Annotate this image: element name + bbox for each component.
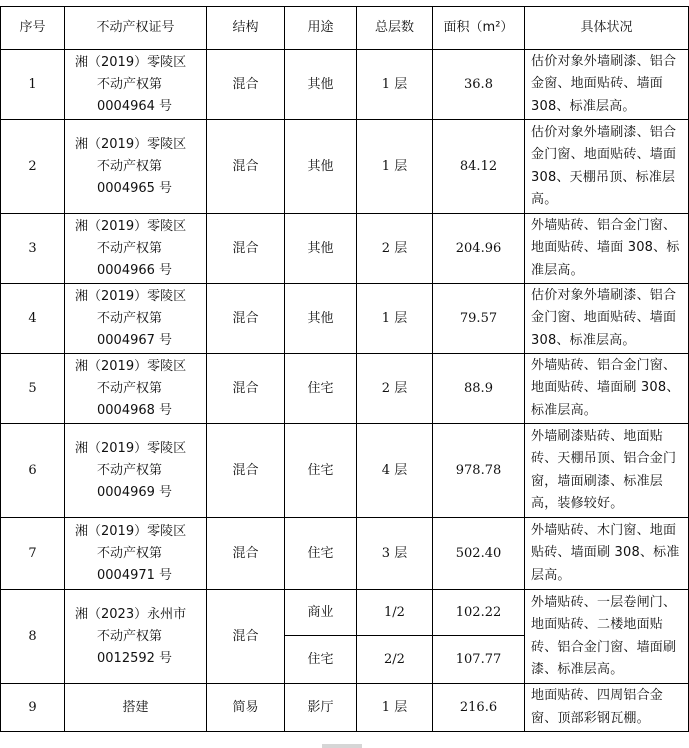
cert-cell bbox=[65, 50, 207, 120]
detail-cell: 估价对象外墙刷漆、铝合金门窗、地面贴砖、墙面 308、天棚吊顶、标准层高。 bbox=[525, 120, 689, 214]
floors-cell: 2 层 bbox=[357, 354, 433, 424]
table-row bbox=[1, 590, 689, 636]
header-structure: 结构 bbox=[207, 7, 285, 50]
table-row bbox=[1, 354, 689, 424]
header-detail: 具体状况 bbox=[525, 7, 689, 50]
structure-cell: 混合 bbox=[207, 354, 285, 424]
property-table bbox=[0, 6, 689, 732]
structure-cell: 混合 bbox=[207, 50, 285, 120]
cert-cell bbox=[65, 424, 207, 518]
area-cell: 107.77 bbox=[433, 636, 525, 684]
cert-line: 不动产权第 bbox=[97, 310, 163, 326]
use-cell: 商业 bbox=[285, 590, 357, 636]
cert-cell bbox=[65, 518, 207, 590]
cert-line: 湘（2019）零陵区 bbox=[75, 136, 187, 152]
cert-line: 0004967 号 bbox=[97, 332, 173, 348]
row-no: 9 bbox=[1, 684, 65, 732]
floors-cell: 2 层 bbox=[357, 214, 433, 284]
row-no: 2 bbox=[1, 120, 65, 214]
structure-cell: 混合 bbox=[207, 518, 285, 590]
cert-line: 不动产权第 bbox=[97, 462, 163, 478]
row-no: 5 bbox=[1, 354, 65, 424]
structure-cell: 混合 bbox=[207, 424, 285, 518]
use-cell: 其他 bbox=[285, 284, 357, 354]
use-cell: 住宅 bbox=[285, 424, 357, 518]
detail-cell: 外墙刷漆贴砖、地面贴砖、天棚吊顶、铝合金门窗，墙面刷漆、标准层高，装修较好。 bbox=[525, 424, 689, 518]
header-floors: 总层数 bbox=[357, 7, 433, 50]
floors-cell: 1 层 bbox=[357, 120, 433, 214]
floors-cell: 1/2 bbox=[357, 590, 433, 636]
table-row bbox=[1, 518, 689, 590]
area-cell: 204.96 bbox=[433, 214, 525, 284]
detail-cell: 估价对象外墙刷漆、铝合金窗、地面贴砖、墙面 308、标准层高。 bbox=[525, 50, 689, 120]
cert-cell bbox=[65, 284, 207, 354]
cert-line: 0004965 号 bbox=[97, 180, 173, 196]
floors-cell: 1 层 bbox=[357, 684, 433, 732]
row-no: 4 bbox=[1, 284, 65, 354]
structure-cell: 混合 bbox=[207, 590, 285, 684]
cert-line: 不动产权第 bbox=[97, 380, 163, 396]
structure-cell: 简易 bbox=[207, 684, 285, 732]
header-row bbox=[1, 7, 689, 50]
area-cell: 102.22 bbox=[433, 590, 525, 636]
cert-line: 湘（2019）零陵区 bbox=[75, 440, 187, 456]
cert-line: 不动产权第 bbox=[97, 240, 163, 256]
cert-line: 湘（2019）零陵区 bbox=[75, 54, 187, 70]
detail-cell: 地面贴砖、四周铝合金窗、顶部彩钢瓦棚。 bbox=[525, 684, 689, 732]
cert-cell: 搭建 bbox=[65, 684, 207, 732]
area-cell: 88.9 bbox=[433, 354, 525, 424]
use-cell: 其他 bbox=[285, 214, 357, 284]
area-cell: 84.12 bbox=[433, 120, 525, 214]
cert-line: 0004971 号 bbox=[97, 567, 173, 583]
use-cell: 其他 bbox=[285, 120, 357, 214]
page-edge-mark bbox=[322, 744, 362, 748]
area-cell: 79.57 bbox=[433, 284, 525, 354]
structure-cell: 混合 bbox=[207, 120, 285, 214]
use-cell: 影厅 bbox=[285, 684, 357, 732]
table-row bbox=[1, 50, 689, 120]
cert-line: 0012592 号 bbox=[97, 650, 173, 666]
area-cell: 978.78 bbox=[433, 424, 525, 518]
cert-line: 不动产权第 bbox=[97, 545, 163, 561]
row-no: 8 bbox=[1, 590, 65, 684]
area-cell: 502.40 bbox=[433, 518, 525, 590]
cert-line: 湘（2019）零陵区 bbox=[75, 288, 187, 304]
cert-line: 0004964 号 bbox=[97, 98, 173, 114]
detail-cell: 外墙贴砖、木门窗、地面贴砖、墙面刷 308、标准层高。 bbox=[525, 518, 689, 590]
table-row bbox=[1, 120, 689, 214]
use-cell: 住宅 bbox=[285, 518, 357, 590]
row-no: 7 bbox=[1, 518, 65, 590]
table-row bbox=[1, 684, 689, 732]
cert-line: 不动产权第 bbox=[97, 76, 163, 92]
table-row bbox=[1, 284, 689, 354]
cert-line: 湘（2019）零陵区 bbox=[75, 523, 187, 539]
header-cert: 不动产权证号 bbox=[65, 7, 207, 50]
floors-cell: 2/2 bbox=[357, 636, 433, 684]
detail-cell: 估价对象外墙刷漆、铝合金门窗、地面贴砖、墙面 308、标准层高。 bbox=[525, 284, 689, 354]
table-row bbox=[1, 424, 689, 518]
floors-cell: 4 层 bbox=[357, 424, 433, 518]
area-cell: 216.6 bbox=[433, 684, 525, 732]
use-cell: 其他 bbox=[285, 50, 357, 120]
cert-line: 0004966 号 bbox=[97, 262, 173, 278]
floors-cell: 1 层 bbox=[357, 50, 433, 120]
cert-line: 湘（2019）零陵区 bbox=[75, 358, 187, 374]
detail-cell: 外墙贴砖、铝合金门窗、地面贴砖、墙面 308、标准层高。 bbox=[525, 214, 689, 284]
cert-line: 不动产权第 bbox=[97, 158, 163, 174]
cert-line: 湘（2019）零陵区 bbox=[75, 218, 187, 234]
use-cell: 住宅 bbox=[285, 354, 357, 424]
detail-cell: 外墙贴砖、一层卷闸门、地面贴砖、二楼地面贴砖、铝合金门窗、墙面刷漆、标准层高。 bbox=[525, 590, 689, 684]
structure-cell: 混合 bbox=[207, 214, 285, 284]
header-area: 面积（m²） bbox=[433, 7, 525, 50]
cert-cell bbox=[65, 214, 207, 284]
row-no: 3 bbox=[1, 214, 65, 284]
header-use: 用途 bbox=[285, 7, 357, 50]
cert-line: 0004969 号 bbox=[97, 484, 173, 500]
detail-cell: 外墙贴砖、铝合金门窗、地面贴砖、墙面刷 308、标准层高。 bbox=[525, 354, 689, 424]
table-row bbox=[1, 214, 689, 284]
floors-cell: 3 层 bbox=[357, 518, 433, 590]
cert-cell bbox=[65, 354, 207, 424]
cert-line: 湘（2023）永州市 bbox=[75, 606, 187, 622]
floors-cell: 1 层 bbox=[357, 284, 433, 354]
area-cell: 36.8 bbox=[433, 50, 525, 120]
cert-line: 不动产权第 bbox=[97, 628, 163, 644]
row-no: 1 bbox=[1, 50, 65, 120]
cert-line: 0004968 号 bbox=[97, 402, 173, 418]
row-no: 6 bbox=[1, 424, 65, 518]
structure-cell: 混合 bbox=[207, 284, 285, 354]
use-cell: 住宅 bbox=[285, 636, 357, 684]
cert-cell bbox=[65, 120, 207, 214]
header-no: 序号 bbox=[1, 7, 65, 50]
cert-cell bbox=[65, 590, 207, 684]
